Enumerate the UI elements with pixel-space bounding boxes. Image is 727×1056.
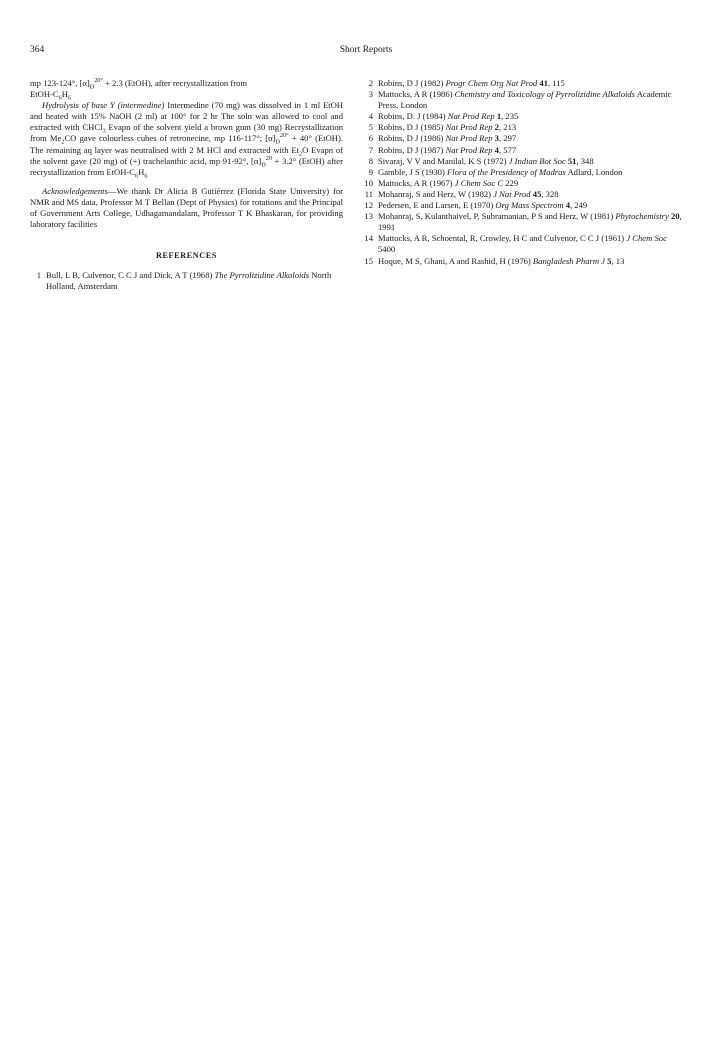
reference-item: 6 Robins, D J (1986) Nat Prod Rep 3, 297 bbox=[368, 133, 517, 144]
hydrolysis-title: Hydrolysis of base Y (intermedine) bbox=[42, 100, 165, 111]
reference-item: 14 Mattocks, A R, Schoental, R, Crowley, H C and Culvenor, C C J (1961) J Chem Soc 5400 bbox=[364, 233, 667, 255]
reference-item: 3 Mattocks, A R (1986) Chemistry and Toxicology of Pyrrolizidine Alkaloids Academic Press, London bbox=[368, 89, 672, 111]
references-heading: REFERENCES bbox=[155, 251, 218, 261]
reference-item: 15 Hoque, M S, Ghani, A and Rashid, H (1976) Bangladesh Pharm J 5, 13 bbox=[364, 255, 625, 266]
acknowledgements-title: Acknowledgements bbox=[42, 185, 108, 196]
reference-item: 13 Mohanraj, S, Kulanthaivel, P, Subramanian, P S and Herz, W (1981) Phytochemistry 20, 1991 bbox=[364, 211, 682, 233]
acknowledgements: Acknowledgements—We thank Dr Alicia B Gutiérrez (Florida State University) for NMR and MS data, Professor M T Bellan (Dept of Physics) for rotations and the Principal of Government Arts College, Udhagamandalam, Professor T K Bhaskaran, for providing laboratory facilities bbox=[30, 185, 343, 230]
reference-item: 4 Robins, D. J (1984) Nat Prod Rep 1, 235 bbox=[368, 111, 519, 122]
reference-item: 7 Robins, D J (1987) Nat Prod Rep 4, 577 bbox=[368, 144, 517, 155]
reference-item: 2 Robins, D J (1982) Progr Chem Org Nat Prod 41, 115 bbox=[368, 78, 565, 88]
hydrolysis-paragraph: Hydrolysis of base Y (intermedine) Intermedine (70 mg) was dissolved in 1 ml EtOH and heated with 15% NaOH (2 ml) at 100° for 2 hr The soln was allowed to cool and extracted with CHCl$_3$ Evapn of the solvent yield a brown gum (30 mg) Recrystallization from $Me_2CO$ gave colourless cubes of retronecine, mp 116-117°; $[\alpha]_D^{20^\circ} + 40^\circ$ (EtOH). The remaining aq layer was neutralised with 2 M HCl and extracted with $Et_2O$ Evapn of the solvent gave (20 mg) of (+) trachelanthic acid, mp 91-92°, $[\alpha]_D^{20} + 3.2^\circ$ (EtOH) after recrystallization from EtOH-$C_6H_6$ bbox=[30, 100, 344, 180]
left-column bbox=[30, 78, 343, 293]
reference-item: 5 Robins, D J (1985) Nat Prod Rep 2, 213 bbox=[368, 122, 517, 133]
right-column bbox=[362, 78, 682, 267]
reference-item: 12 Pedersen, E and Larsen, E (1970) Org Mass Spectrom 4, 249 bbox=[364, 200, 588, 211]
reference-item: 10 Mattocks, A R (1967) J Chem Soc C 229 bbox=[364, 177, 519, 188]
melting-point-paragraph: mp 123-124°, $[\alpha]_D^{20^\circ} + 2.3$ (EtOH), after recrystallization from EtOH-$C_6H_6$ bbox=[30, 77, 248, 102]
reference-item: 8 Sivaraj, V V and Manilal, K S (1972) J Indian Bot Soc 51, 348 bbox=[368, 155, 594, 166]
reference-item: 9 Gamble, J S (1930) Flora of the Presidency of Madras Adlard, London bbox=[368, 166, 623, 177]
reference-item: 1 Bull, L B, Culvenor, C C J and Dick, A T (1968) The Pyrrolizidine Alkaloids North Holland, Amsterdam bbox=[36, 270, 332, 292]
reference-item: 11 Mohanraj, S and Herz, W (1982) J Nat Prod 45, 328 bbox=[364, 188, 559, 199]
page-number: 364 bbox=[30, 45, 45, 55]
running-head: Short Reports bbox=[339, 45, 393, 55]
